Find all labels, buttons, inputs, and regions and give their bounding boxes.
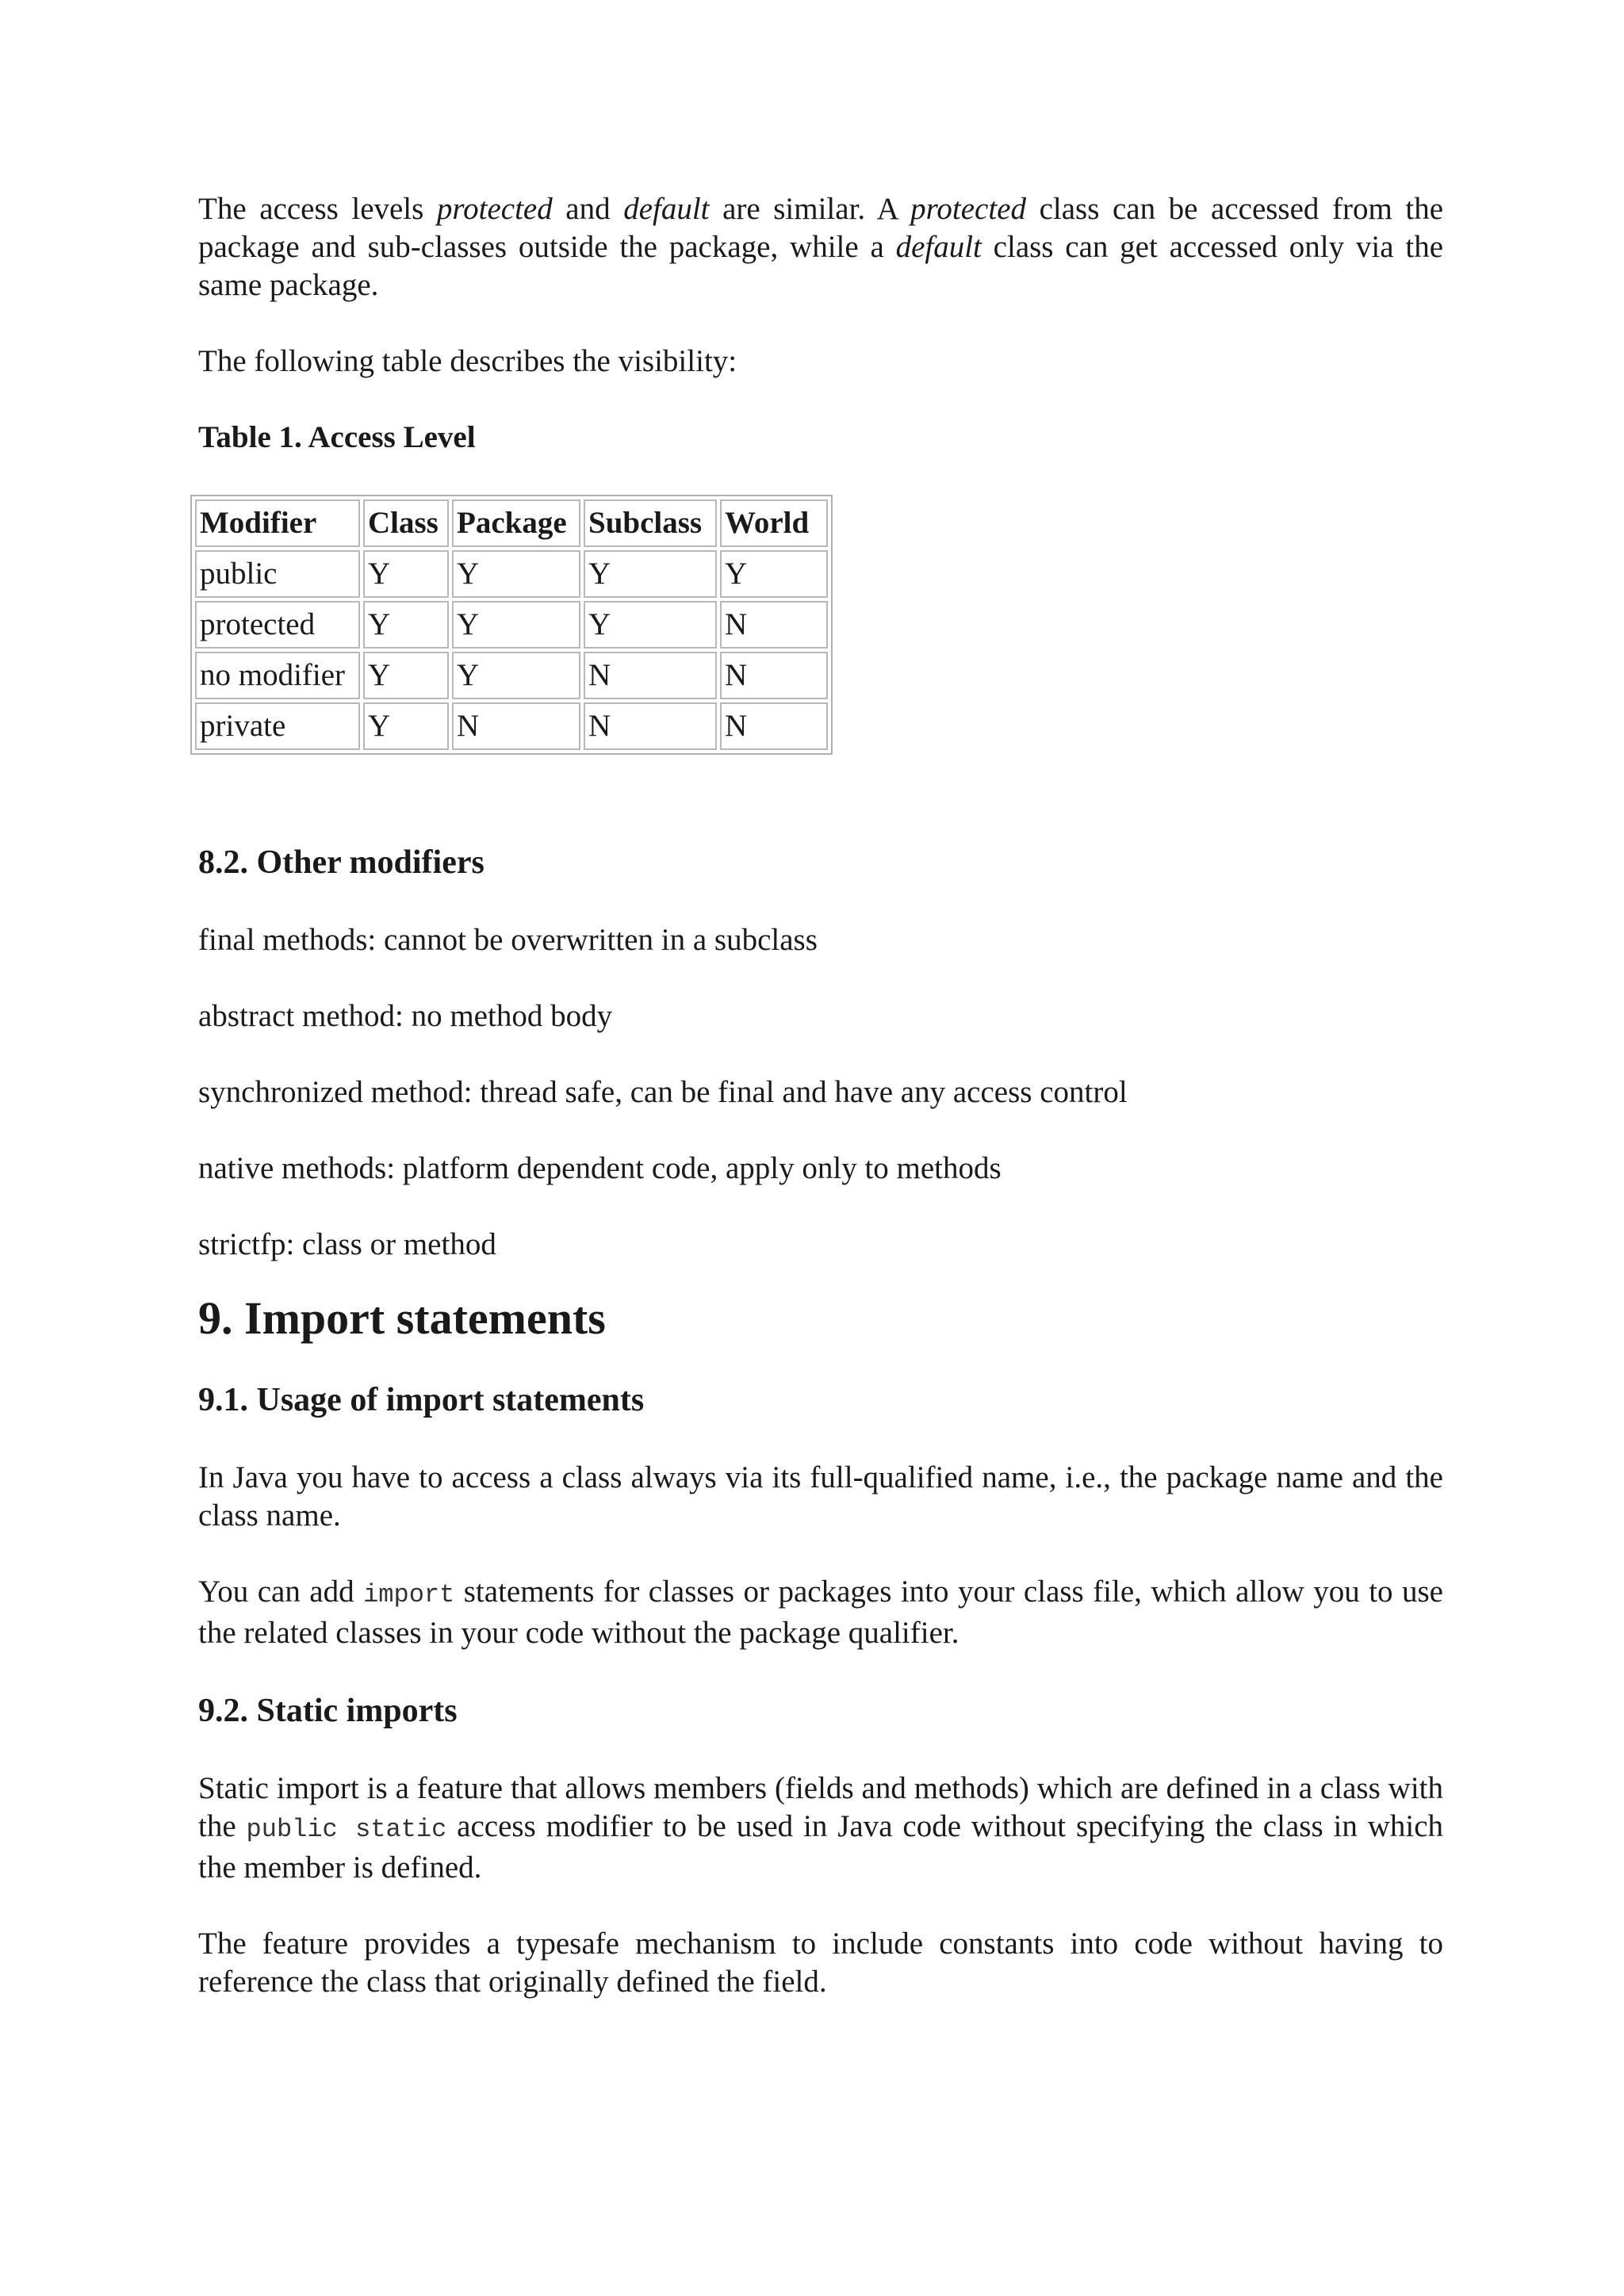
table-row [195, 652, 828, 699]
spacer [198, 755, 1443, 842]
table-row [195, 550, 828, 598]
table-cell: N [720, 601, 828, 649]
table-cell: Y [363, 550, 449, 598]
table-cell: Y [363, 702, 449, 750]
import-statements-paragraph: You can add import statements for classes or packages into your class file, which allow you to use the related classes in your code without the package qualifier. [198, 1575, 1443, 1650]
table-cell: N [584, 652, 717, 699]
header-package: Package [452, 499, 580, 547]
modifier-item: native methods: platform dependent code, apply only to methods [198, 1151, 1002, 1185]
intro-paragraph: The access levels protected and default are similar. A protected class can be accessed from the package and sub-classes outside the package, while a default class can get accessed only via the same package. [198, 192, 1444, 302]
protected-term: protected [910, 192, 1027, 226]
table-cell: protected [195, 601, 360, 649]
table-row [195, 702, 828, 750]
table-intro-text: The following table describes the visibility: [198, 344, 737, 378]
import-keyword: import [363, 1580, 455, 1609]
section-heading-9-1: 9.1. Usage of import statements [198, 1382, 645, 1418]
table-cell: N [720, 652, 828, 699]
table-cell: Y [363, 652, 449, 699]
table-cell: N [452, 702, 580, 750]
protected-term: protected [436, 192, 553, 226]
table-cell: N [720, 702, 828, 750]
table-cell: public [195, 550, 360, 598]
default-term: default [895, 230, 982, 264]
modifier-item: strictfp: class or method [198, 1227, 496, 1261]
table-cell: Y [452, 550, 580, 598]
table-cell: Y [720, 550, 828, 598]
import-usage-paragraph: In Java you have to access a class always via its full-qualified name, i.e., the package name and the class name. [198, 1460, 1443, 1533]
header-subclass: Subclass [584, 499, 717, 547]
section-heading-9: 9. Import statements [198, 1292, 606, 1344]
header-world: World [720, 499, 828, 547]
table-cell: Y [452, 652, 580, 699]
table-cell: Y [363, 601, 449, 649]
table-cell: Y [584, 550, 717, 598]
table-cell: Y [584, 601, 717, 649]
header-class: Class [363, 499, 449, 547]
header-modifier: Modifier [195, 499, 360, 547]
table-caption: Table 1. Access Level [198, 420, 476, 454]
static-import-paragraph: Static import is a feature that allows members (fields and methods) which are defined in a class with the public static access modifier to be used in Java code without specifying the class in which the member is defined. [198, 1771, 1444, 1885]
default-term: default [623, 192, 710, 226]
section-heading-9-2: 9.2. Static imports [198, 1693, 458, 1729]
section-heading-8-2: 8.2. Other modifiers [198, 844, 485, 881]
table-cell: no modifier [195, 652, 360, 699]
table-cell: N [584, 702, 717, 750]
modifier-item: final methods: cannot be overwritten in a subclass [198, 923, 818, 957]
modifier-item: synchronized method: thread safe, can be final and have any access control [198, 1075, 1128, 1109]
typesafe-paragraph: The feature provides a typesafe mechanism to include constants into code without having to reference the class that originally defined the field. [198, 1927, 1443, 1999]
table-cell: private [195, 702, 360, 750]
document-page [198, 190, 1443, 2039]
table-header-row [195, 499, 828, 547]
modifier-item: abstract method: no method body [198, 999, 613, 1033]
table-cell: Y [452, 601, 580, 649]
access-level-table [190, 495, 833, 755]
table-row [195, 601, 828, 649]
public-static-keyword: public static [246, 1815, 447, 1844]
